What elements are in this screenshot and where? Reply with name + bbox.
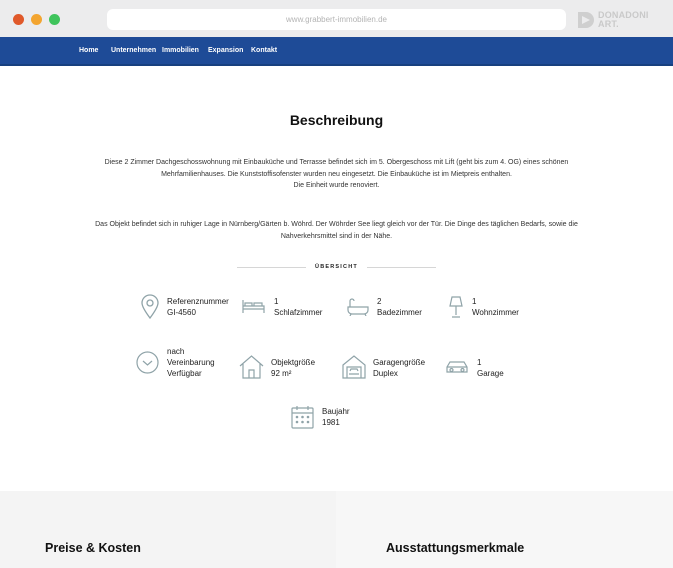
feature-baujahr: Baujahr 1981: [322, 407, 350, 427]
address-bar[interactable]: www.grabbert-immobilien.de: [107, 9, 566, 30]
overview-label: ÜBERSICHT: [315, 264, 358, 270]
nav-unternehmen[interactable]: Unternehmen: [111, 47, 157, 54]
feature-referenznummer: Referenznummer GI-4560: [167, 297, 229, 317]
brand-name-line1: DONADONI: [598, 10, 649, 20]
car-icon: [445, 359, 469, 375]
brand-mark-icon: [577, 11, 595, 29]
features-title: Ausstattungsmerkmale: [386, 541, 525, 555]
feature-schlafzimmer: 1 Schlafzimmer: [274, 297, 323, 317]
maximize-window-button[interactable]: [49, 14, 60, 25]
calendar-icon: [291, 405, 314, 429]
bathtub-icon: [346, 298, 370, 316]
description-paragraph-1: Diese 2 Zimmer Dachgeschosswohnung mit Einbauküche und Terrasse befindet sich im 5. Obergeschoss mit Lift (geht bis zum 4. OG) eines schönen Mehrfamilienhauses. Die Kunststoffisofenster wurden neu eingesetzt. Die Einbauküche ist im Mietpreis enthalten. Die Einheit wurde renoviert.: [104, 159, 569, 189]
check-circle-icon: [136, 351, 159, 374]
garage-icon: [342, 355, 366, 379]
feature-wohnzimmer: 1 Wohnzimmer: [472, 297, 519, 317]
house-icon: [239, 355, 264, 379]
feature-garage: 1 Garage: [477, 358, 504, 378]
nav-expansion[interactable]: Expansion: [208, 47, 244, 54]
description-paragraph-2: Das Objekt befindet sich in ruhiger Lage in Nürnberg/Gärten b. Wöhrd. Der Wöhrder See liegt gleich vor der Tür. Die Dinge des täglichen Bedarfs, sowie die Nahverkehrsmittel sind in der Nähe.: [95, 221, 578, 240]
description-section: [0, 66, 673, 491]
brand-logo: [577, 10, 649, 30]
prices-title: Preise & Kosten: [45, 541, 141, 555]
bed-icon: [241, 298, 266, 315]
nav-kontakt[interactable]: Kontakt: [251, 47, 278, 54]
nav-home[interactable]: Home: [79, 47, 99, 54]
browser-chrome: [0, 0, 673, 37]
feature-objektgroesse: Objektgröße 92 m²: [271, 358, 316, 378]
lamp-icon: [448, 295, 464, 319]
minimize-window-button[interactable]: [31, 14, 42, 25]
main-navigation: [0, 37, 673, 66]
close-window-button[interactable]: [13, 14, 24, 25]
section-title: Beschreibung: [289, 112, 384, 128]
feature-badezimmer: 2 Badezimmer: [377, 297, 422, 317]
features-section: [336, 491, 673, 568]
divider-right: [367, 267, 436, 268]
location-pin-icon: [139, 294, 161, 320]
feature-garagengroesse: Garagengröße Duplex: [373, 358, 426, 378]
brand-name-line2: ART.: [598, 19, 619, 29]
feature-verfuegbar: nach Vereinbarung Verfügbar: [167, 347, 215, 378]
nav-immobilien[interactable]: Immobilien: [162, 47, 199, 54]
divider-left: [237, 267, 306, 268]
